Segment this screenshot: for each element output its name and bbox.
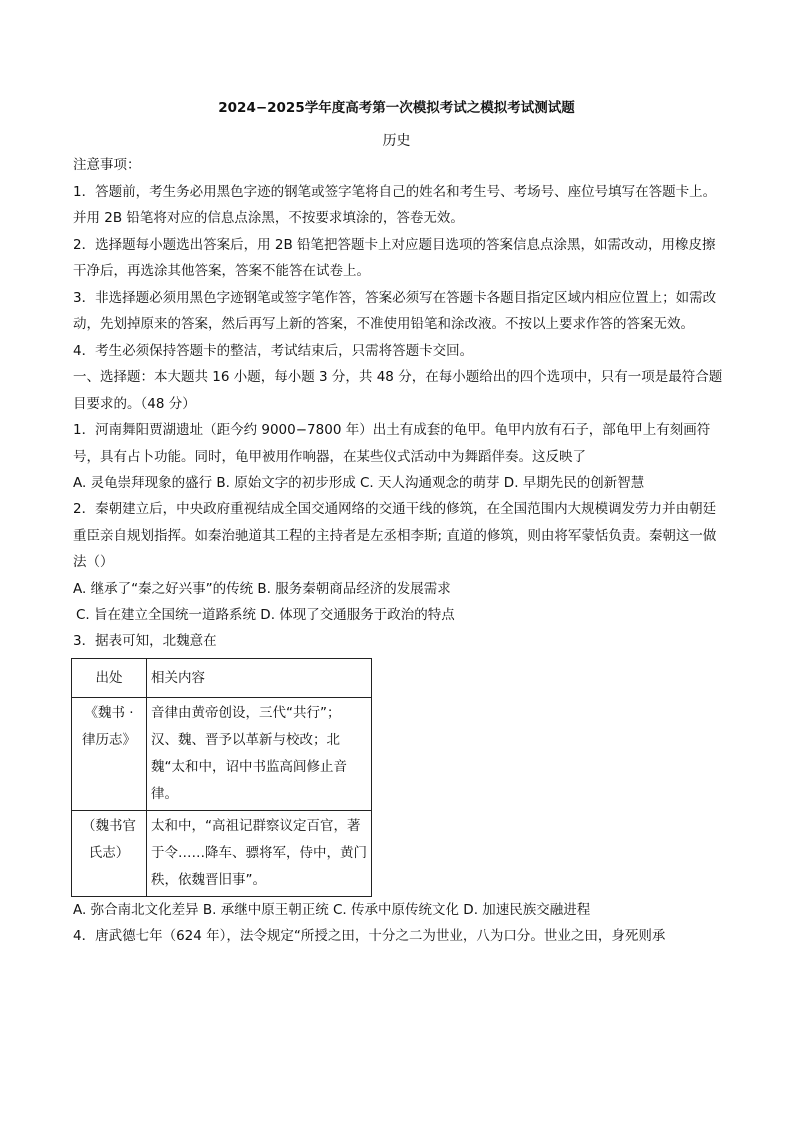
table-header-source: 出处 [72,659,147,698]
exam-content [73,152,725,950]
table-row [72,698,372,811]
question-1-options: A. 灵龟崇拜现象的盛行 B. 原始文字的初步形成 C. 天人沟通观念的萌芽 D. 早期先民的创新智慧 [73,475,645,491]
table-header-row [72,659,372,698]
table-cell-content: 音律由黄帝创设，三代“共行”；汉、魏、晋予以革新与校改；北魏“太和中，诏中书监高闾修止音律。 [147,698,372,811]
question-3-table [71,658,372,897]
notice-heading: 注意事项： [73,157,141,173]
question-1-stem: 1．河南舞阳贾湖遗址（距今约 9000−7800 年）出土有成套的龟甲。龟甲内放有石子，部龟甲上有刻画符号，具有占卜功能。同时，龟甲被用作响器，在某些仪式活动中为舞蹈伴奏。这反映了 [73,422,711,465]
table-cell-content: 太和中，“高祖记群察议定百官，著于令……降车、骠将军，侍中，黄门秩，依魏晋旧事”。 [147,811,372,897]
notice-item-2: 2．选择题每小题选出答案后，用 2B 铅笔把答题卡上对应题目选项的答案信息点涂黑，如需改动，用橡皮擦干净后，再选涂其他答案，答案不能答在试卷上。 [73,236,716,279]
table-row [72,811,372,897]
question-2-options-ab: A. 继承了“秦之好兴事”的传统 B. 服务秦朝商品经济的发展需求 [73,580,451,597]
question-3-stem: 3．据表可知，北魏意在 [73,632,217,649]
notice-item-4: 4．考生必须保持答题卡的整洁，考试结束后，只需将答题卡交回。 [73,342,474,359]
notice-item-1: 1．答题前，考生务必用黑色字迹的钢笔或签字笔将自己的姓名和考生号、考场号、座位号填写在答题卡上。并用 2B 铅笔将对应的信息点涂黑，不按要求填涂的，答卷无效。 [73,183,717,226]
question-4-stem: 4．唐武德七年（624 年），法令规定“所授之田，十分之二为世业，八为口分。世业之田，身死则承 [73,928,666,944]
question-3-options: A. 弥合南北文化差异 B. 承继中原王朝正统 C. 传承中原传统文化 D. 加速民族交融进程 [73,902,591,918]
section-heading: 一、选择题：本大题共 16 小题，每小题 3 分，共 48 分，在每小题给出的四个选项中，只有一项是最符合题目要求的。（48 分） [73,369,723,412]
question-2-stem: 2．秦朝建立后，中央政府重视结成全国交通网络的交通干线的修筑，在全国范围内大规模调发劳力并由朝廷重臣亲自规划指挥。如秦治驰道其工程的主持者是左丞相李斯; 直道的修筑，则由将军蒙恬负责。秦朝这一做法（） [73,501,717,570]
exam-title: 2024−2025学年度高考第一次模拟考试之模拟考试测试题 [218,100,575,116]
table-header-content: 相关内容 [147,659,372,698]
exam-subject: 历史 [382,133,411,149]
notice-item-3: 3．非选择题必须用黑色字迹钢笔或签字笔作答，答案必须写在答题卡各题目指定区域内相应位置上；如需改动，先划掉原来的答案，然后再写上新的答案，不准使用铅笔和涂改液。不按以上要求作答的答案无效。 [73,289,717,332]
question-2-options-cd: C. 旨在建立全国统一道路系统 D. 体现了交通服务于政治的特点 [76,606,455,623]
table-cell-source: 《魏书 · 律历志》 [72,698,147,811]
table-cell-source: （魏书官氏志） [72,811,147,897]
